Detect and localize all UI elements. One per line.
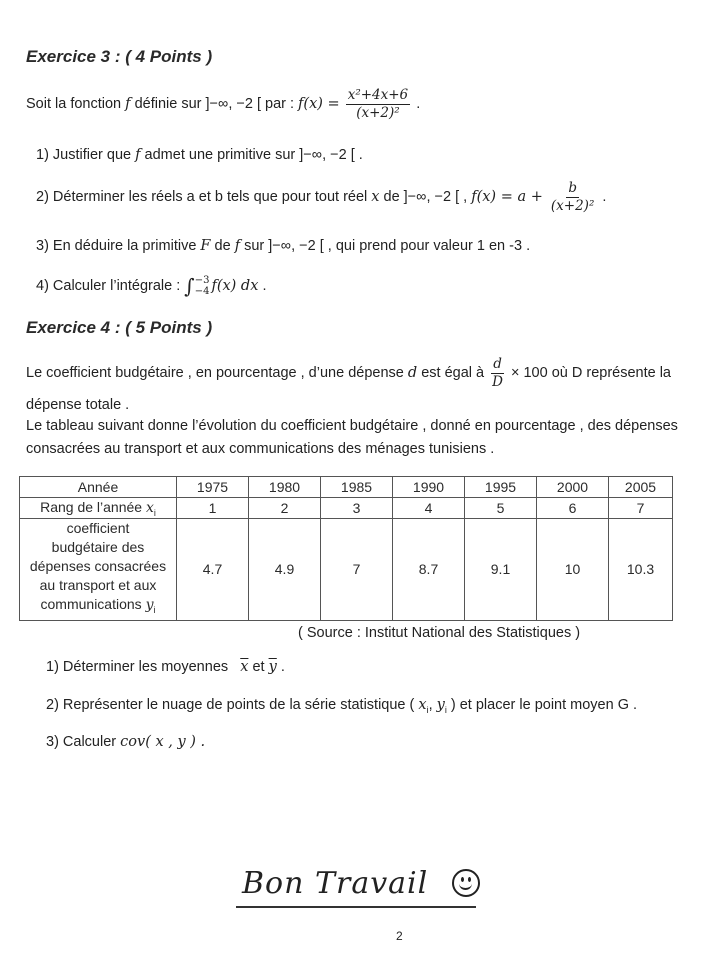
exercise3-question-1: 1) Justifier que f admet une primitive sur ]−∞, −2 [ . — [36, 147, 363, 163]
table-cell: 2005 — [609, 477, 673, 498]
table-cell: 7 — [609, 498, 673, 519]
smiley-icon — [452, 869, 480, 897]
table-cell: 2000 — [537, 477, 609, 498]
budget-coefficient-table — [19, 476, 673, 621]
table-cell: 1995 — [465, 477, 537, 498]
page-number: 2 — [396, 929, 403, 943]
exercise4-question-2: 2) Représenter le nuage de points de la série statistique ( $x_i$, $y_i$ ) et placer le point moyen G . — [46, 697, 638, 715]
exercise3-question-4: 4) Calculer l’intégrale : ∫ −3 −4 f(x) dx . — [36, 274, 267, 298]
table-header-year: Année — [20, 477, 177, 498]
function-fraction: $\frac{\text{x²+4x+6}}{\text{(x+2)²}}$ — [347, 87, 409, 121]
table-cell: 9.1 — [465, 519, 537, 621]
table-header-rank: Rang de l’année $x_i$ — [20, 498, 177, 519]
table-cell: 4.7 — [177, 519, 249, 621]
table-cell: 6 — [537, 498, 609, 519]
table-cell: 7 — [321, 519, 393, 621]
table-cell: 10 — [537, 519, 609, 621]
exercise4-question-1: 1) Déterminer les moyennes $\overline{x}$ et $\overline{y}$ . — [46, 659, 285, 675]
integral-sign-icon: ∫ — [184, 274, 195, 298]
exercise4-title: Exercice 4 : ( 5 Points ) — [26, 318, 213, 337]
exercise3-question-2: 2) Déterminer les réels a et b tels que pour tout réel x de ]−∞, −2 [ , f(x) = a + $\frac{b}{\text{(x+2)²}}$ . — [36, 180, 607, 214]
exercise3-intro: Soit la fonction f définie sur ]−∞, −2 [ par : f(x) = $\frac{\text{x²+4x+6}}{\text{(x+2)²}}$ . — [26, 87, 421, 121]
ratio-fraction: $\frac{d}{D}$ — [492, 356, 503, 390]
table-cell: 8.7 — [393, 519, 465, 621]
exercise4-question-3: 3) Calculer cov( x , y ) . — [46, 734, 206, 750]
table-cell: 1975 — [177, 477, 249, 498]
table-cell: 1980 — [249, 477, 321, 498]
table-source: ( Source : Institut National des Statistiques ) — [298, 625, 581, 641]
table-cell: 2 — [249, 498, 321, 519]
table-cell: 4 — [393, 498, 465, 519]
table-cell: 1 — [177, 498, 249, 519]
exercise3-title: Exercice 3 : ( 4 Points ) — [26, 47, 213, 66]
table-row-years — [20, 477, 673, 498]
table-cell: 5 — [465, 498, 537, 519]
signature-underline — [236, 906, 476, 908]
table-cell: 10.3 — [609, 519, 673, 621]
table-header-coefficient: coefficient budgétaire des dépenses consacrées au transport et aux communications $y_i$ — [20, 519, 177, 621]
exercise4-paragraph-2-line1: Le tableau suivant donne l’évolution du coefficient budgétaire , donné en pourcentage , des dépenses — [26, 418, 678, 434]
table-cell: 3 — [321, 498, 393, 519]
exercise3-question-3: 3) En déduire la primitive F de f sur ]−∞, −2 [ , qui prend pour valeur 1 en -3 . — [36, 238, 531, 254]
exercise4-paragraph-1: Le coefficient budgétaire , en pourcentage , d’une dépense d est égal à $\frac{d}{D}$ × 100 où D représente la — [26, 356, 671, 390]
exercise4-paragraph-1-line2: dépense totale . — [26, 397, 130, 413]
table-cell: 4.9 — [249, 519, 321, 621]
table-cell: 1985 — [321, 477, 393, 498]
table-row-ranks — [20, 498, 673, 519]
exercise4-paragraph-2-line2: consacrées au transport et aux communications des ménages tunisiens . — [26, 441, 495, 457]
table-cell: 1990 — [393, 477, 465, 498]
integral: ∫ −3 −4 f(x) dx — [184, 274, 259, 298]
closing-signature: Bon Travail — [242, 866, 429, 901]
table-row-values — [20, 519, 673, 621]
ab-fraction: $\frac{b}{\text{(x+2)²}}$ — [550, 180, 595, 214]
